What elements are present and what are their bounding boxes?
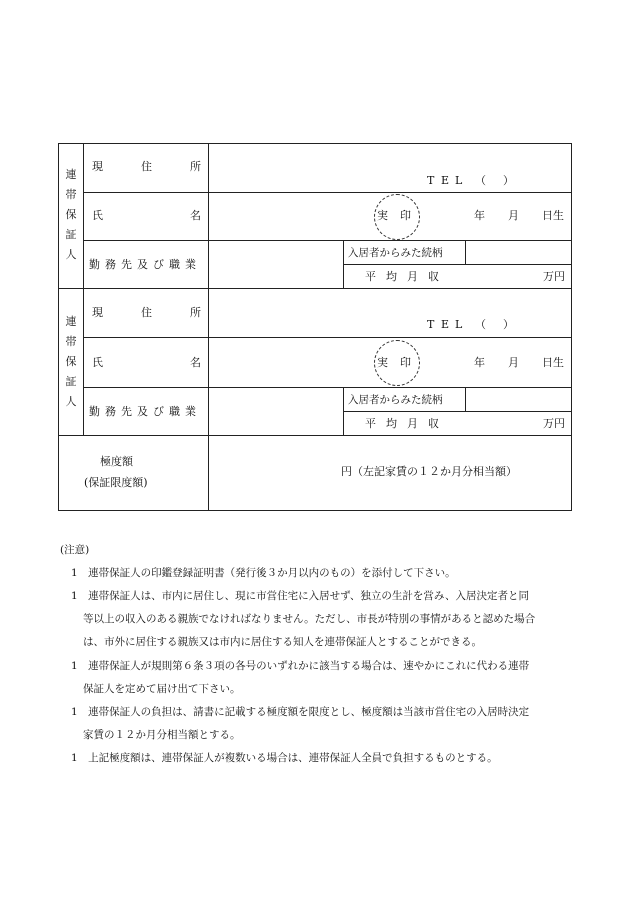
job-label: 職 (169, 405, 180, 418)
address-label: 現 (92, 160, 103, 173)
income-label: 月 (407, 417, 418, 430)
limit-value-text: 円（左記家賃の１２か月分相当額） (341, 465, 517, 478)
tel-label: E (441, 174, 450, 187)
address-label: 所 (190, 160, 201, 173)
job-label: 及 (137, 258, 148, 271)
job-field[interactable] (209, 241, 343, 288)
name-field[interactable] (209, 338, 369, 387)
income-unit: 万円 (543, 417, 565, 430)
tel-paren: （ (475, 174, 486, 187)
name-label: 氏 (92, 356, 103, 369)
relation-label: 入居者からみた続柄 (348, 247, 443, 259)
job-label: 及 (137, 405, 148, 418)
income-label: 均 (386, 270, 397, 283)
tel-paren: ） (503, 174, 514, 187)
note-item-cont: 等以上の収入のある親族でなければなりません。ただし、市長が特別の事情があると認めた場合 (83, 613, 536, 625)
note-item: 1 上記極度額は、連帯保証人が複数いる場合は、連帯保証人全員で負担するものとする。 (71, 752, 498, 764)
table-border (58, 510, 572, 511)
job-label: 務 (105, 258, 116, 271)
section-label-char: 帯 (65, 188, 77, 201)
job-label: び (153, 258, 164, 271)
income-label: 収 (428, 270, 439, 283)
address-field[interactable] (209, 144, 571, 192)
address-field[interactable] (209, 289, 571, 337)
tel-label: L (455, 174, 463, 187)
job-label: 勤 (89, 405, 100, 418)
address-label: 現 (92, 306, 103, 319)
job-label: び (153, 405, 164, 418)
table-rule (83, 288, 84, 436)
note-item-cont: 保証人を定めて届け出て下さい。 (83, 683, 241, 695)
note-item: 1 連帯保証人は、市内に居住し、現に市営住宅に入居せず、独立の生計を営み、入居決定者と同 (71, 590, 529, 602)
seal-label: 実 (377, 209, 388, 222)
job-label: 業 (185, 405, 196, 418)
job-label: 先 (121, 405, 132, 418)
income-label: 平 (365, 417, 376, 430)
section-label-char: 証 (65, 228, 77, 241)
job-label: 業 (185, 258, 196, 271)
note-item-cont: は、市外に居住する親族又は市内に居住する知人を連帯保証人とすることができる。 (83, 636, 482, 648)
table-border (58, 143, 59, 511)
name-label: 名 (190, 209, 201, 222)
relation-label: 入居者からみた続柄 (348, 394, 443, 406)
table-border (571, 143, 572, 511)
name-label: 氏 (92, 209, 103, 222)
section-label-char: 帯 (65, 335, 77, 348)
section-label-char: 連 (65, 315, 77, 328)
section-label-char: 保 (65, 208, 77, 221)
income-label: 平 (365, 270, 376, 283)
note-item-cont: 家賃の１２か月分相当額とする。 (83, 729, 241, 741)
address-label: 住 (141, 160, 152, 173)
tel-label: T (427, 174, 435, 187)
tel-paren: （ (475, 318, 486, 331)
birth-year-label: 年 (474, 356, 485, 369)
section-label-char: 人 (65, 395, 77, 408)
name-field[interactable] (209, 193, 369, 240)
note-item: 1 連帯保証人が規則第６条３項の各号のいずれかに該当する場合は、速やかにこれに代わる連帯 (71, 660, 530, 672)
section-label-char: 証 (65, 375, 77, 388)
section-label-char: 人 (65, 248, 77, 261)
income-label: 均 (386, 417, 397, 430)
tel-label: E (441, 318, 450, 331)
birth-month-label: 月 (508, 356, 519, 369)
address-label: 所 (190, 306, 201, 319)
income-label: 月 (407, 270, 418, 283)
job-label: 務 (105, 405, 116, 418)
limit-label: 極度額 (100, 455, 133, 468)
birth-day-label: 日生 (542, 209, 564, 222)
income-unit: 万円 (543, 270, 565, 283)
tel-label: T (427, 318, 435, 331)
table-rule (83, 143, 84, 289)
seal-label: 印 (400, 209, 411, 222)
birth-month-label: 月 (508, 209, 519, 222)
address-label: 住 (141, 306, 152, 319)
birth-year-label: 年 (474, 209, 485, 222)
section-label-char: 保 (65, 355, 77, 368)
seal-label: 実 (377, 356, 388, 369)
notes-heading: (注意) (60, 544, 90, 556)
note-item: 1 連帯保証人の負担は、請書に記載する極度額を限度とし、極度額は当該市営住宅の入居時決定 (71, 706, 530, 718)
tel-paren: ） (503, 318, 514, 331)
job-label: 勤 (89, 258, 100, 271)
seal-label: 印 (400, 356, 411, 369)
income-label: 収 (428, 417, 439, 430)
name-label: 名 (190, 356, 201, 369)
job-label: 先 (121, 258, 132, 271)
note-item: 1 連帯保証人の印鑑登録証明書（発行後３か月以内のもの）を添付して下さい。 (71, 567, 456, 579)
tel-label: L (455, 318, 463, 331)
relation-field[interactable] (466, 388, 571, 411)
birth-day-label: 日生 (542, 356, 564, 369)
relation-field[interactable] (466, 241, 571, 264)
section-label-char: 連 (65, 168, 77, 181)
job-label: 職 (169, 258, 180, 271)
job-field[interactable] (209, 388, 343, 435)
limit-label-sub: (保証限度額) (84, 476, 148, 489)
